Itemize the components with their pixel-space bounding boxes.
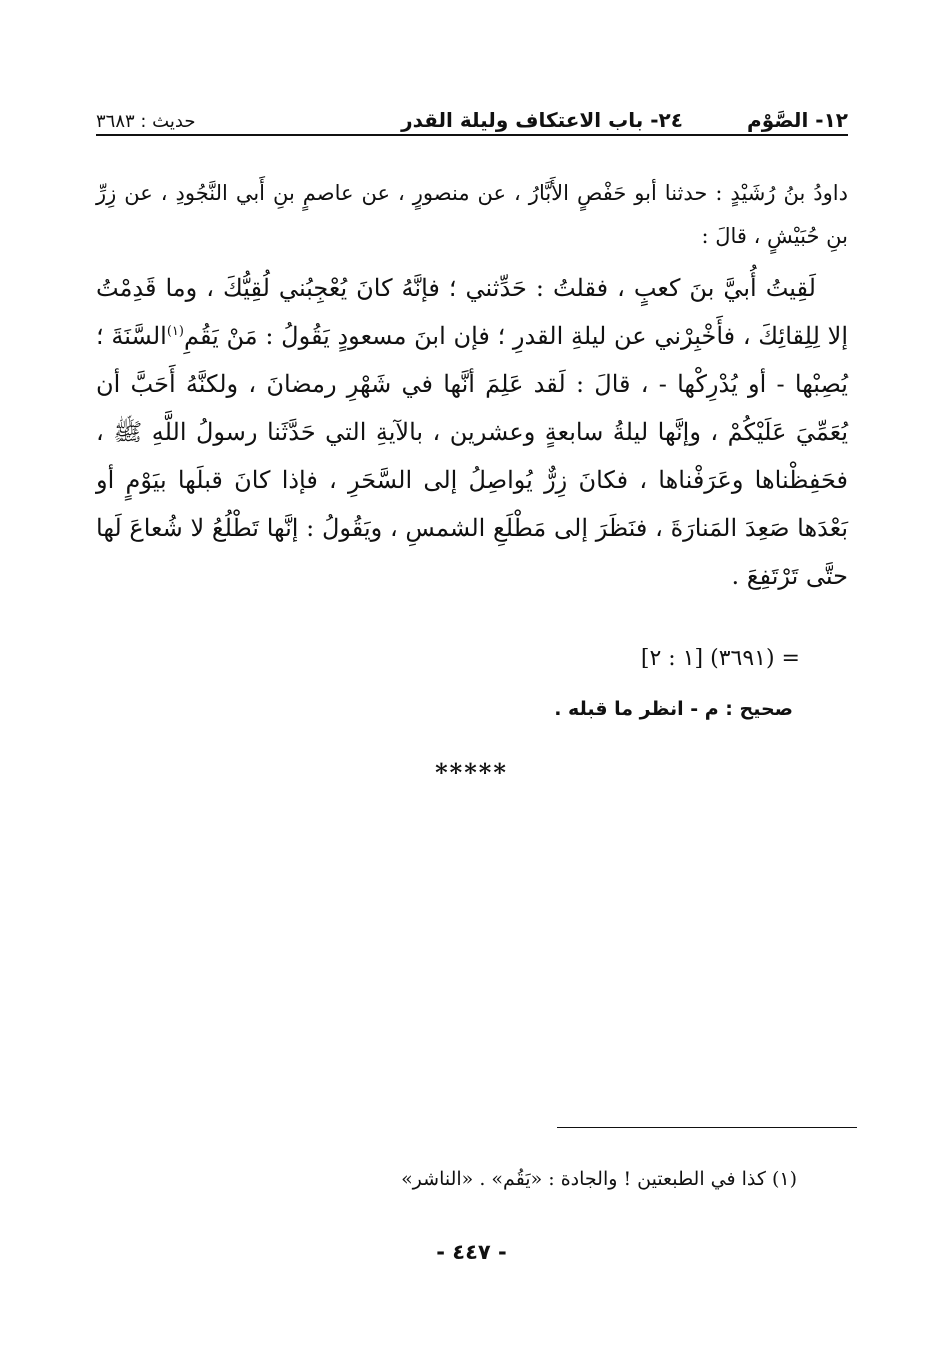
section-separator: ***** — [435, 758, 508, 787]
isnad-text: داودُ بنُ رُشَيْدٍ : حدثنا أبو حَفْصٍ الأَبَّارُ ، عن منصورٍ ، عن عاصمٍ بنِ أَبي النَّجُودِ ، عن زِرِّ بنِ حُبَيْشٍ ، قالَ : — [96, 181, 848, 248]
matn-text — [96, 264, 848, 600]
running-header — [96, 92, 848, 132]
chapter-title: ١٢- الصَّوْم — [747, 108, 848, 132]
cross-reference: = (٣٦٩١) [١ : ٢] — [640, 646, 800, 671]
footnote-marker: (١) — [166, 324, 184, 339]
section-title: ٢٤- باب الاعتكاف وليلة القدر — [401, 108, 683, 132]
hadith-number: حديث : ٣٦٨٣ — [96, 111, 196, 132]
matn-part-1: لَقِيتُ أُبيَّ بنَ كعبٍ ، فقلتُ : حَدِّثني ؛ فإنَّهُ كانَ يُعْجِبُني لُقِيُّكَ ، وما قَدِمْتُ إلا لِلِقائِكَ ، فأَخْبِرْني عن ليلةِ القدرِ ؛ فإن ابنَ مسعودٍ يَقُولُ : مَنْ يَقُمِ — [96, 274, 848, 350]
footnote-divider — [557, 1127, 857, 1128]
page-number: - ٤٤٧ - — [436, 1240, 507, 1264]
hadith-grade: صحيح : م - انظر ما قبله . — [554, 698, 793, 720]
hadith-body — [96, 172, 848, 600]
footnote-text: (١) كذا في الطبعتين ! والجادة : «يَقُم» . «الناشر» — [401, 1168, 797, 1190]
matn-part-2: السَّنَةَ ؛ يُصِبْها - أو يُدْرِكْها - ، قالَ : لَقد عَلِمَ أنَّها في شَهْرِ رمضانَ ، ولكنَّهُ أَحَبَّ أن يُعَمِّيَ عَلَيْكُمْ ، وإنَّها ليلةُ سابعةٍ وعشرين ، بالآيةِ التي حَدَّثَنا رسولُ اللَّهِ ﷺ ، فحَفِظْناها وعَرَفْناها ، فكانَ زِرٌّ يُواصِلُ إلى السَّحَرِ ، فإذا كانَ قبلَها بيَوْمٍ أو بَعْدَها صَعِدَ المَنارَةَ ، فنَظَرَ إلى مَطْلَعِ الشمسِ ، ويَقُولُ : إنَّها تَطْلُعُ لا شُعاعَ لَها حتَّى تَرْتَفِعَ . — [96, 322, 848, 590]
header-divider — [96, 134, 848, 136]
